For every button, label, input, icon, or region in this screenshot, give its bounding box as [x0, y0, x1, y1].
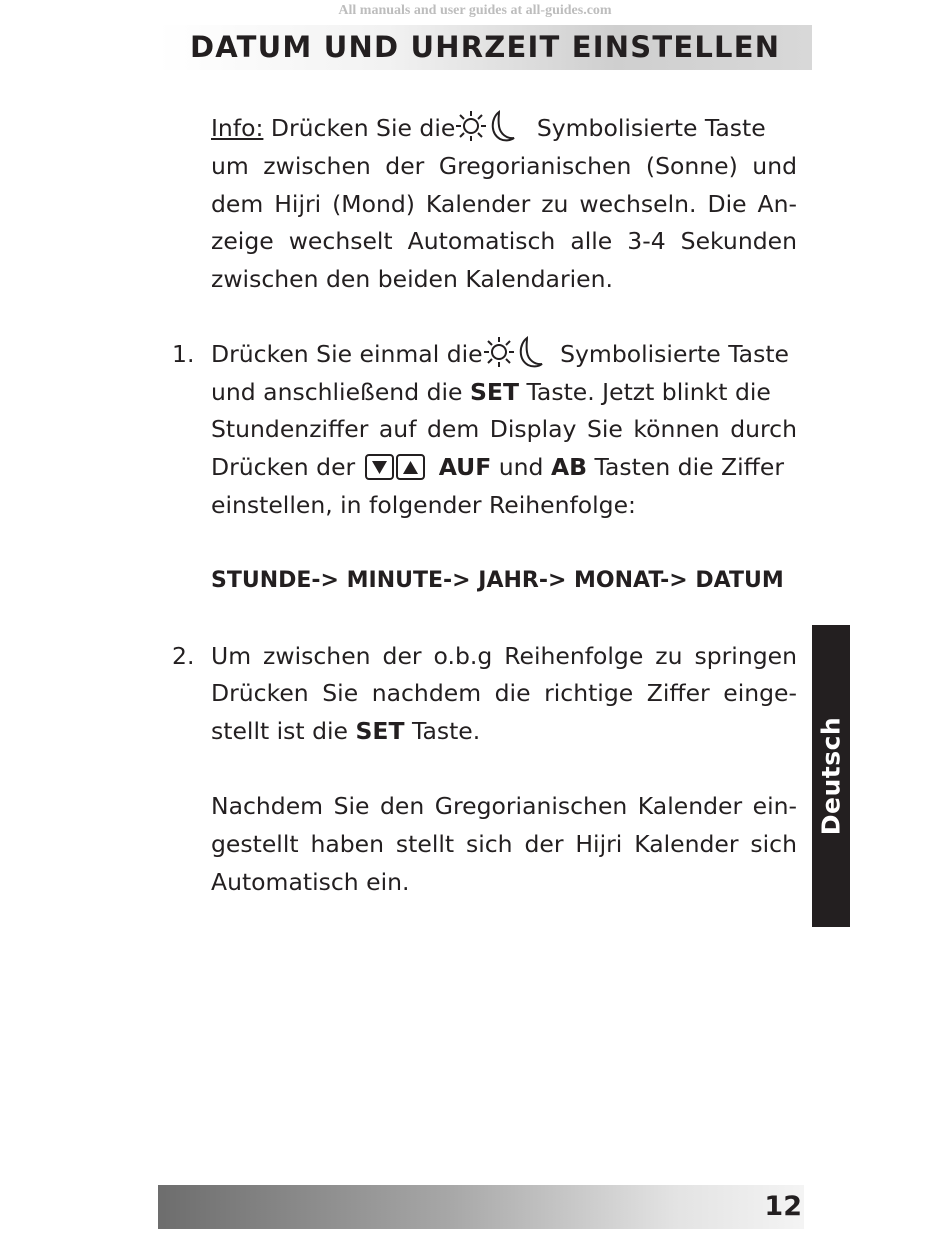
info-text: Drücken Sie die [270, 114, 456, 142]
watermark: All manuals and user guides at all-guides.com [338, 3, 612, 18]
setting-sequence: STUNDE-> MINUTE-> JAHR-> MONAT-> DATUM [211, 568, 784, 593]
step1-text: Drücken Sie einmal die [211, 340, 483, 368]
set-key-label: SET [469, 378, 519, 406]
step1-text: Symbolisierte Taste [560, 340, 789, 368]
step2-para-line-3: Automatisch ein. [211, 868, 410, 896]
step1-line-5: einstellen, in folgender Reihenfolge: [211, 491, 636, 519]
auf-key-label: AUF [438, 453, 492, 481]
info-label: Info: [211, 114, 264, 142]
step2-line-2: Drücken Sie nachdem die richtige Ziffer einge- [211, 679, 797, 707]
step1-line-1 [211, 335, 797, 373]
page-number: 12 [764, 1191, 802, 1222]
step1-line-2 [211, 373, 797, 411]
step-number-2: 2. [172, 642, 195, 670]
moon-icon [493, 112, 514, 140]
down-up-arrow-icon [365, 454, 427, 480]
step2-para-line-1: Nachdem Sie den Gregorianischen Kalender ein- [211, 792, 797, 820]
step1-text: Taste. Jetzt blinkt die [518, 378, 771, 406]
language-tab-label: Deutsch [816, 716, 846, 836]
info-line-2: um zwischen der Gregorianischen (Sonne) und [211, 152, 797, 180]
footer-band [158, 1185, 804, 1229]
sun-moon-icon [483, 335, 545, 369]
step1-text: und [491, 453, 551, 481]
step2-text: Taste. [404, 717, 481, 745]
step1-text: Drücken der [211, 453, 356, 481]
info-line-3: dem Hijri (Mond) Kalender zu wechseln. Die An- [211, 190, 797, 218]
set-key-label: SET [355, 717, 405, 745]
sun-icon [484, 337, 514, 367]
ab-key-label: AB [550, 453, 588, 481]
info-line-4: zeige wechselt Automatisch alle 3-4 Sekunden [211, 227, 797, 255]
language-tab [812, 625, 850, 927]
page-title: DATUM UND UHRZEIT EINSTELLEN [190, 30, 781, 64]
step2-line-1: Um zwischen der o.b.g Reihenfolge zu springen [211, 642, 797, 670]
info-line-1 [211, 109, 797, 147]
step1-line-4 [211, 448, 797, 486]
up-arrow-icon [397, 455, 424, 479]
moon-icon [520, 338, 541, 366]
step2-line-3 [211, 712, 797, 750]
info-line-5: zwischen den beiden Kalendarien. [211, 265, 613, 293]
step1-text: und anschließend die [211, 378, 470, 406]
step-number-1: 1. [172, 340, 195, 368]
down-arrow-icon [366, 455, 393, 479]
step2-text: stellt ist die [211, 717, 356, 745]
info-text: Symbolisierte Taste [536, 114, 766, 142]
step1-text: Tasten die Ziffer [587, 453, 784, 481]
sun-icon [456, 111, 486, 141]
step2-para-line-2: gestellt haben stellt sich der Hijri Kalender sich [211, 830, 797, 858]
sun-moon-icon [455, 109, 517, 143]
step1-line-3: Stundenziffer auf dem Display Sie können durch [211, 415, 797, 443]
